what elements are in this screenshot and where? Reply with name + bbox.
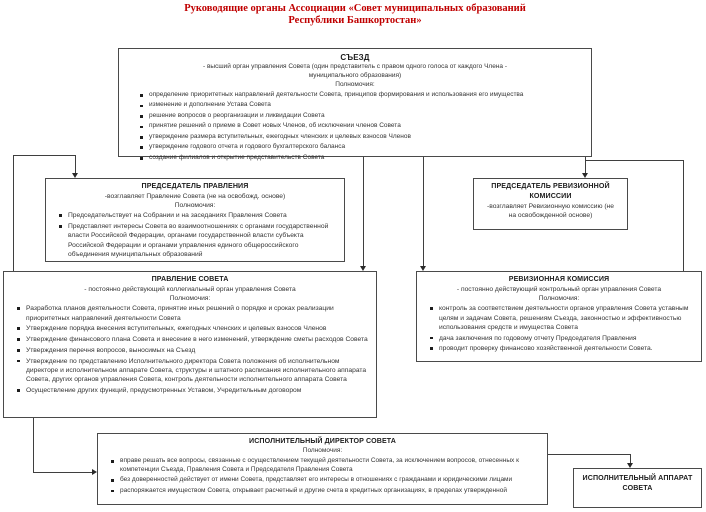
bullet-item: контроль за соответствием деятельности органов управления Совета уставным целям и задачам Совета, решениям Съезда, законностью и эффективностью использования средств и имущества Совета [439,304,693,332]
bullet-item: определение приоритетных направлений деятельности Совета, принципов формирования и использования его имущества [149,91,583,100]
bullet-item: Разработка планов деятельности Совета, принятие иных решений о порядке и сроках реализации приоритетных направлений деятельности Совета [26,304,368,323]
bullet-item: Утверждение порядка внесения вступительных, ежегодных членских и целевых взносов Членов [26,324,368,333]
connector-congress-to-council-board [363,157,364,266]
bullet-item: без доверенностей действует от имени Совета, представляет его интересы в отношениях с гражданами и юридическими лицами [120,476,539,485]
executive-director-box [97,433,548,505]
board-chairman-box-title: ПРЕДСЕДАТЕЛЬ ПРАВЛЕНИЯ [141,182,249,190]
executive-director-bullet-list [98,457,543,496]
bullet-item: Утверждения перечня вопросов, выносимых на Съезд [26,346,368,355]
bullet-item: изменение и дополнение Устава Совета [149,101,583,110]
congress-box [118,48,592,161]
board-chairman-box-subtitle: -возглавляет Правление Совета (не на освобожд. основе) [104,192,286,200]
bullet-item: утверждение годового отчета и годового бухгалтерского баланса [149,143,583,152]
connector-council-board-down [33,418,34,473]
bullet-item: распоряжается имуществом Совета, открывает расчетный и другие счета в кредитных организациях, в пределах утвержденной [120,487,539,496]
connector-director-to-staff-vertical [630,454,631,463]
council-board-box-title: ПРАВЛЕНИЕ СОВЕТА [151,275,229,283]
arrow-down-executive-staff [627,463,633,468]
audit-chairman-box [473,178,628,230]
arrow-down-audit-commission [420,266,426,271]
bullet-item: вправе решать все вопросы, связанные с осуществлением текущей деятельности Совета, за исключением вопросов, отнесенных к компетенции Съезда, Правления Совета и Председателя Правления Совета [120,457,539,475]
bullet-item: создание филиалов и открытие представительств Совета [149,154,583,163]
connector-left-horizontal [13,155,76,156]
arrow-right-executive-director [92,469,97,475]
council-board-box-subtitle: - постоянно действующий коллегиальный орган управления Совета [84,285,296,293]
bullet-item: утверждение размера вступительных, ежегодных членских и целевых взносов Членов [149,133,583,142]
congress-powers-label: Полномочия: [335,80,375,88]
connector-director-to-staff-horizontal [548,454,630,455]
bullet-item: решение вопросов о реорганизации и ликвидации Совета [149,112,583,121]
board-chairman-bullet-list [46,211,340,259]
bullet-item: дача заключения по годовому отчету Председателя Правления [439,334,693,343]
bullet-item: Утверждение финансового плана Совета и внесение в него изменений, утверждение сметы расходов Совета [26,336,368,344]
connector-left-to-council-board [13,155,14,271]
bullet-item: Утверждение по представлению Исполнительного директора Совета положения об исполнительном директоре и исполнительном аппарате Совета, структуры и штатного расписания исполнительного аппарата Совета, других органов управления Совета, контроль деятельности исполнительного аппарата Совета [26,357,367,384]
connector-right-to-audit-commission [683,160,684,271]
executive-director-box-title: ИСПОЛНИТЕЛЬНЫЙ ДИРЕКТОР СОВЕТА [249,437,396,445]
board-chairman-powers-label: Полномочия: [174,202,216,210]
bullet-item: Председательствует на Собрании и на заседаниях Правления Совета [68,211,336,220]
council-board-box [3,271,377,418]
council-board-bullet-list [4,304,372,395]
audit-commission-bullet-list [417,304,697,353]
audit-commission-box [416,271,702,362]
executive-staff-box-title: ИСПОЛНИТЕЛЬНЫЙ АППАРАТ СОВЕТА [582,474,693,492]
bullet-item: Осуществление других функций, предусмотренных Уставом, Учредительным договором [26,386,368,395]
audit-commission-powers-label: Полномочия: [538,295,580,303]
connector-congress-to-audit-commission [423,157,424,266]
arrow-down-board-chairman [72,173,78,178]
executive-staff-box [573,468,702,508]
audit-commission-box-title: РЕВИЗИОННАЯ КОМИССИЯ [508,275,610,283]
connector-congress-to-board-chairman [75,155,76,173]
board-chairman-box [45,178,345,262]
audit-commission-box-subtitle: - постоянно действующий контрольный орган управления Совета [456,285,662,293]
bullet-item: Представляет интересы Совета во взаимоотношениях с органами государственной власти Российской Федерации, органами государственной власти субъекта Российской Федерации и органами управления единого общероссийского объединения муниципальных образований [68,222,336,259]
arrow-down-council-board [360,266,366,271]
bullet-item: проводит проверку финансово хозяйственной деятельности Совета. [439,344,693,353]
connector-to-executive-director [33,472,92,473]
arrow-down-audit-chairman [582,173,588,178]
council-board-powers-label: Полномочия: [169,295,211,303]
congress-bullet-list [119,91,587,163]
page-title: Руководящие органы Ассоциации «Совет муниципальных образований Республики Башкортостан» [184,3,526,27]
congress-box-title: СЪЕЗД [340,53,370,62]
connector-right-horizontal [585,160,683,161]
audit-chairman-box-subtitle: -возглавляет Ревизионную комиссию (не на освобожденной основе) [487,202,614,219]
connector-congress-to-audit-chairman [585,157,586,173]
congress-box-subtitle: - высший орган управления Совета (один представитель с правом одного голоса от каждого Члена - муниципального образования) [203,63,507,79]
bullet-item: принятие решений о приеме в Совет новых Членов, об исключении членов Совета [149,122,583,131]
executive-director-powers-label: Полномочия: [302,446,343,454]
audit-chairman-box-title: ПРЕДСЕДАТЕЛЬ РЕВИЗИОННОЙ КОМИССИИ [491,182,610,200]
